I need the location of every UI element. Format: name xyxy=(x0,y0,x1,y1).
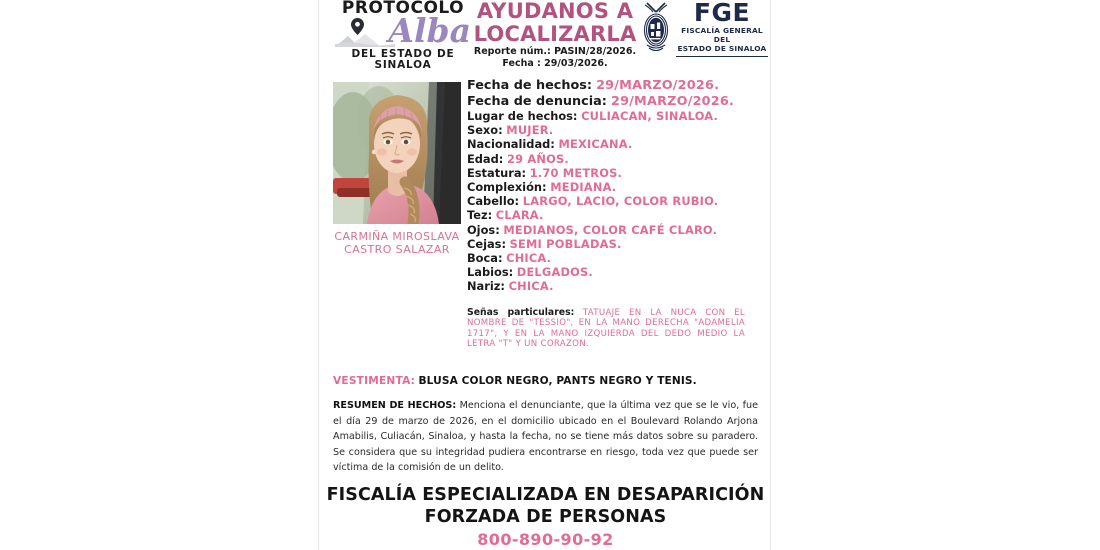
report-date-line: Fecha : 29/03/2026. xyxy=(502,58,608,69)
detail-value: MEDIANOS, COLOR CAFÉ CLARO. xyxy=(503,222,718,237)
detail-row xyxy=(467,180,762,194)
details-rows xyxy=(467,78,762,294)
detail-row xyxy=(467,78,762,94)
detail-row xyxy=(467,152,762,166)
victim-details-list xyxy=(467,78,762,350)
fge-underline xyxy=(676,56,768,57)
fge-name-line-2: ESTADO DE SINALOA xyxy=(677,44,767,53)
vestimenta-row xyxy=(333,374,758,388)
detail-row xyxy=(467,208,762,222)
fge-name-line-1: FISCALÍA GENERAL DEL xyxy=(681,26,763,44)
alba-protocolo-text: PROTOCOLO xyxy=(341,0,465,18)
detail-row xyxy=(467,94,762,110)
detail-value: CLARA. xyxy=(495,208,544,223)
detail-label: Tez: xyxy=(467,208,493,223)
detail-value: CHICA. xyxy=(506,251,552,266)
detail-row xyxy=(467,223,762,237)
senas-value: TATUAJE EN LA NUCA CON EL NOMBRE DE "TESSIO", EN LA MANO DERECHA "ADAMELIA 1717", Y EN LA MANO IZQUIERDA DEL DEDO MEDIO LA LETRA "T" Y UN CORAZON. xyxy=(467,307,746,350)
senas-label: Señas particulares: xyxy=(467,306,575,318)
detail-label: Lugar de hechos: xyxy=(467,109,578,123)
fge-text-block xyxy=(673,0,769,57)
detail-row xyxy=(467,265,762,279)
detail-row xyxy=(467,237,762,251)
headline-line-2: LOCALIZARLA xyxy=(473,22,637,46)
vestimenta-label: VESTIMENTA: xyxy=(333,375,416,387)
detail-label: Estatura: xyxy=(467,165,527,180)
fge-logo-block xyxy=(639,0,769,57)
detail-label: Ojos: xyxy=(467,222,500,237)
missing-person-poster xyxy=(318,0,771,550)
detail-label: Fecha de denuncia: xyxy=(467,93,607,109)
detail-value: LARGO, LACIO, COLOR RUBIO. xyxy=(522,194,719,209)
poster-header xyxy=(319,0,770,72)
poster-lower-text xyxy=(319,374,771,476)
report-number-line: Reporte núm.: PASIN/28/2026. xyxy=(473,46,637,57)
fge-acronym: FGE xyxy=(693,0,751,27)
headline-block xyxy=(465,0,645,70)
detail-value: MUJER. xyxy=(506,123,554,138)
detail-row xyxy=(467,166,762,180)
detail-value: 1.70 METROS. xyxy=(529,165,623,180)
poster-footer xyxy=(319,484,771,550)
vestimenta-value: BLUSA COLOR NEGRO, PANTS NEGRO Y TENIS. xyxy=(418,375,697,387)
detail-value: CHICA. xyxy=(508,279,554,294)
headline-line-1: AYUDANOS A xyxy=(476,0,634,23)
detail-label: Fecha de hechos: xyxy=(467,78,592,93)
victim-photo-column xyxy=(333,82,461,256)
detail-row xyxy=(467,251,762,265)
victim-name-line-2: CASTRO SALAZAR xyxy=(344,243,450,256)
poster-body xyxy=(319,72,770,372)
detail-row xyxy=(467,137,762,151)
detail-value: MEXICANA. xyxy=(558,137,633,152)
senas-particulares-block xyxy=(467,308,745,350)
detail-label: Labios: xyxy=(467,265,514,280)
victim-name xyxy=(333,230,461,256)
detail-label: Cejas: xyxy=(467,236,507,251)
detail-row xyxy=(467,194,762,208)
fge-seal-icon xyxy=(639,1,673,55)
mountains-icon xyxy=(335,33,395,47)
protocolo-alba-logo xyxy=(329,0,477,71)
map-pin-icon xyxy=(351,18,364,35)
footer-agency-line-1: FISCALÍA ESPECIALIZADA EN DESAPARICIÓN xyxy=(326,485,765,505)
victim-name-line-1: CARMIÑA MIROSLAVA xyxy=(334,230,460,243)
detail-label: Nariz: xyxy=(467,279,505,294)
detail-value: 29/MARZO/2026. xyxy=(596,78,720,93)
detail-label: Complexión: xyxy=(467,180,547,195)
detail-label: Boca: xyxy=(467,251,503,266)
detail-value: SEMI POBLADAS. xyxy=(509,236,622,251)
detail-row xyxy=(467,123,762,137)
footer-phone-number[interactable]: 800-890-90-92 xyxy=(477,530,614,549)
detail-value: 29 AÑOS. xyxy=(506,151,569,166)
detail-value: 29/MARZO/2026. xyxy=(610,93,735,109)
resumen-text: Menciona el denunciante, que la última vez que se le vio, fue el día 29 de marzo de 2026, en el domicilio ubicado en el Boulevard Rolando Arjona Amabilis, Culiacán, Sinaloa, y hasta la fecha, no se tiene más datos sobre su paradero. Se considera que su integridad pudiera encontrarse en riesgo, toda vez que puede ser víctima de la comisión de un delito. xyxy=(333,400,758,473)
detail-value: DELGADOS. xyxy=(516,265,593,280)
footer-agency-line-2: FORZADA DE PERSONAS xyxy=(424,507,667,527)
detail-label: Cabello: xyxy=(467,194,520,209)
alba-subtitle: DEL ESTADO DE SINALOA xyxy=(351,48,455,71)
resumen-de-hechos-block xyxy=(333,398,758,476)
detail-label: Edad: xyxy=(467,151,504,166)
detail-row xyxy=(467,279,762,293)
alba-logo-graphic xyxy=(329,11,477,50)
victim-photo xyxy=(333,82,461,224)
detail-label: Nacionalidad: xyxy=(467,137,555,152)
detail-row xyxy=(467,109,762,123)
victim-portrait-graphic xyxy=(333,82,461,224)
alba-wordmark: Alba xyxy=(388,11,471,50)
resumen-label: RESUMEN DE HECHOS: xyxy=(333,400,457,411)
detail-value: CULIACAN, SINALOA. xyxy=(581,109,719,123)
detail-label: Sexo: xyxy=(467,123,503,138)
detail-value: MEDIANA. xyxy=(550,180,617,195)
